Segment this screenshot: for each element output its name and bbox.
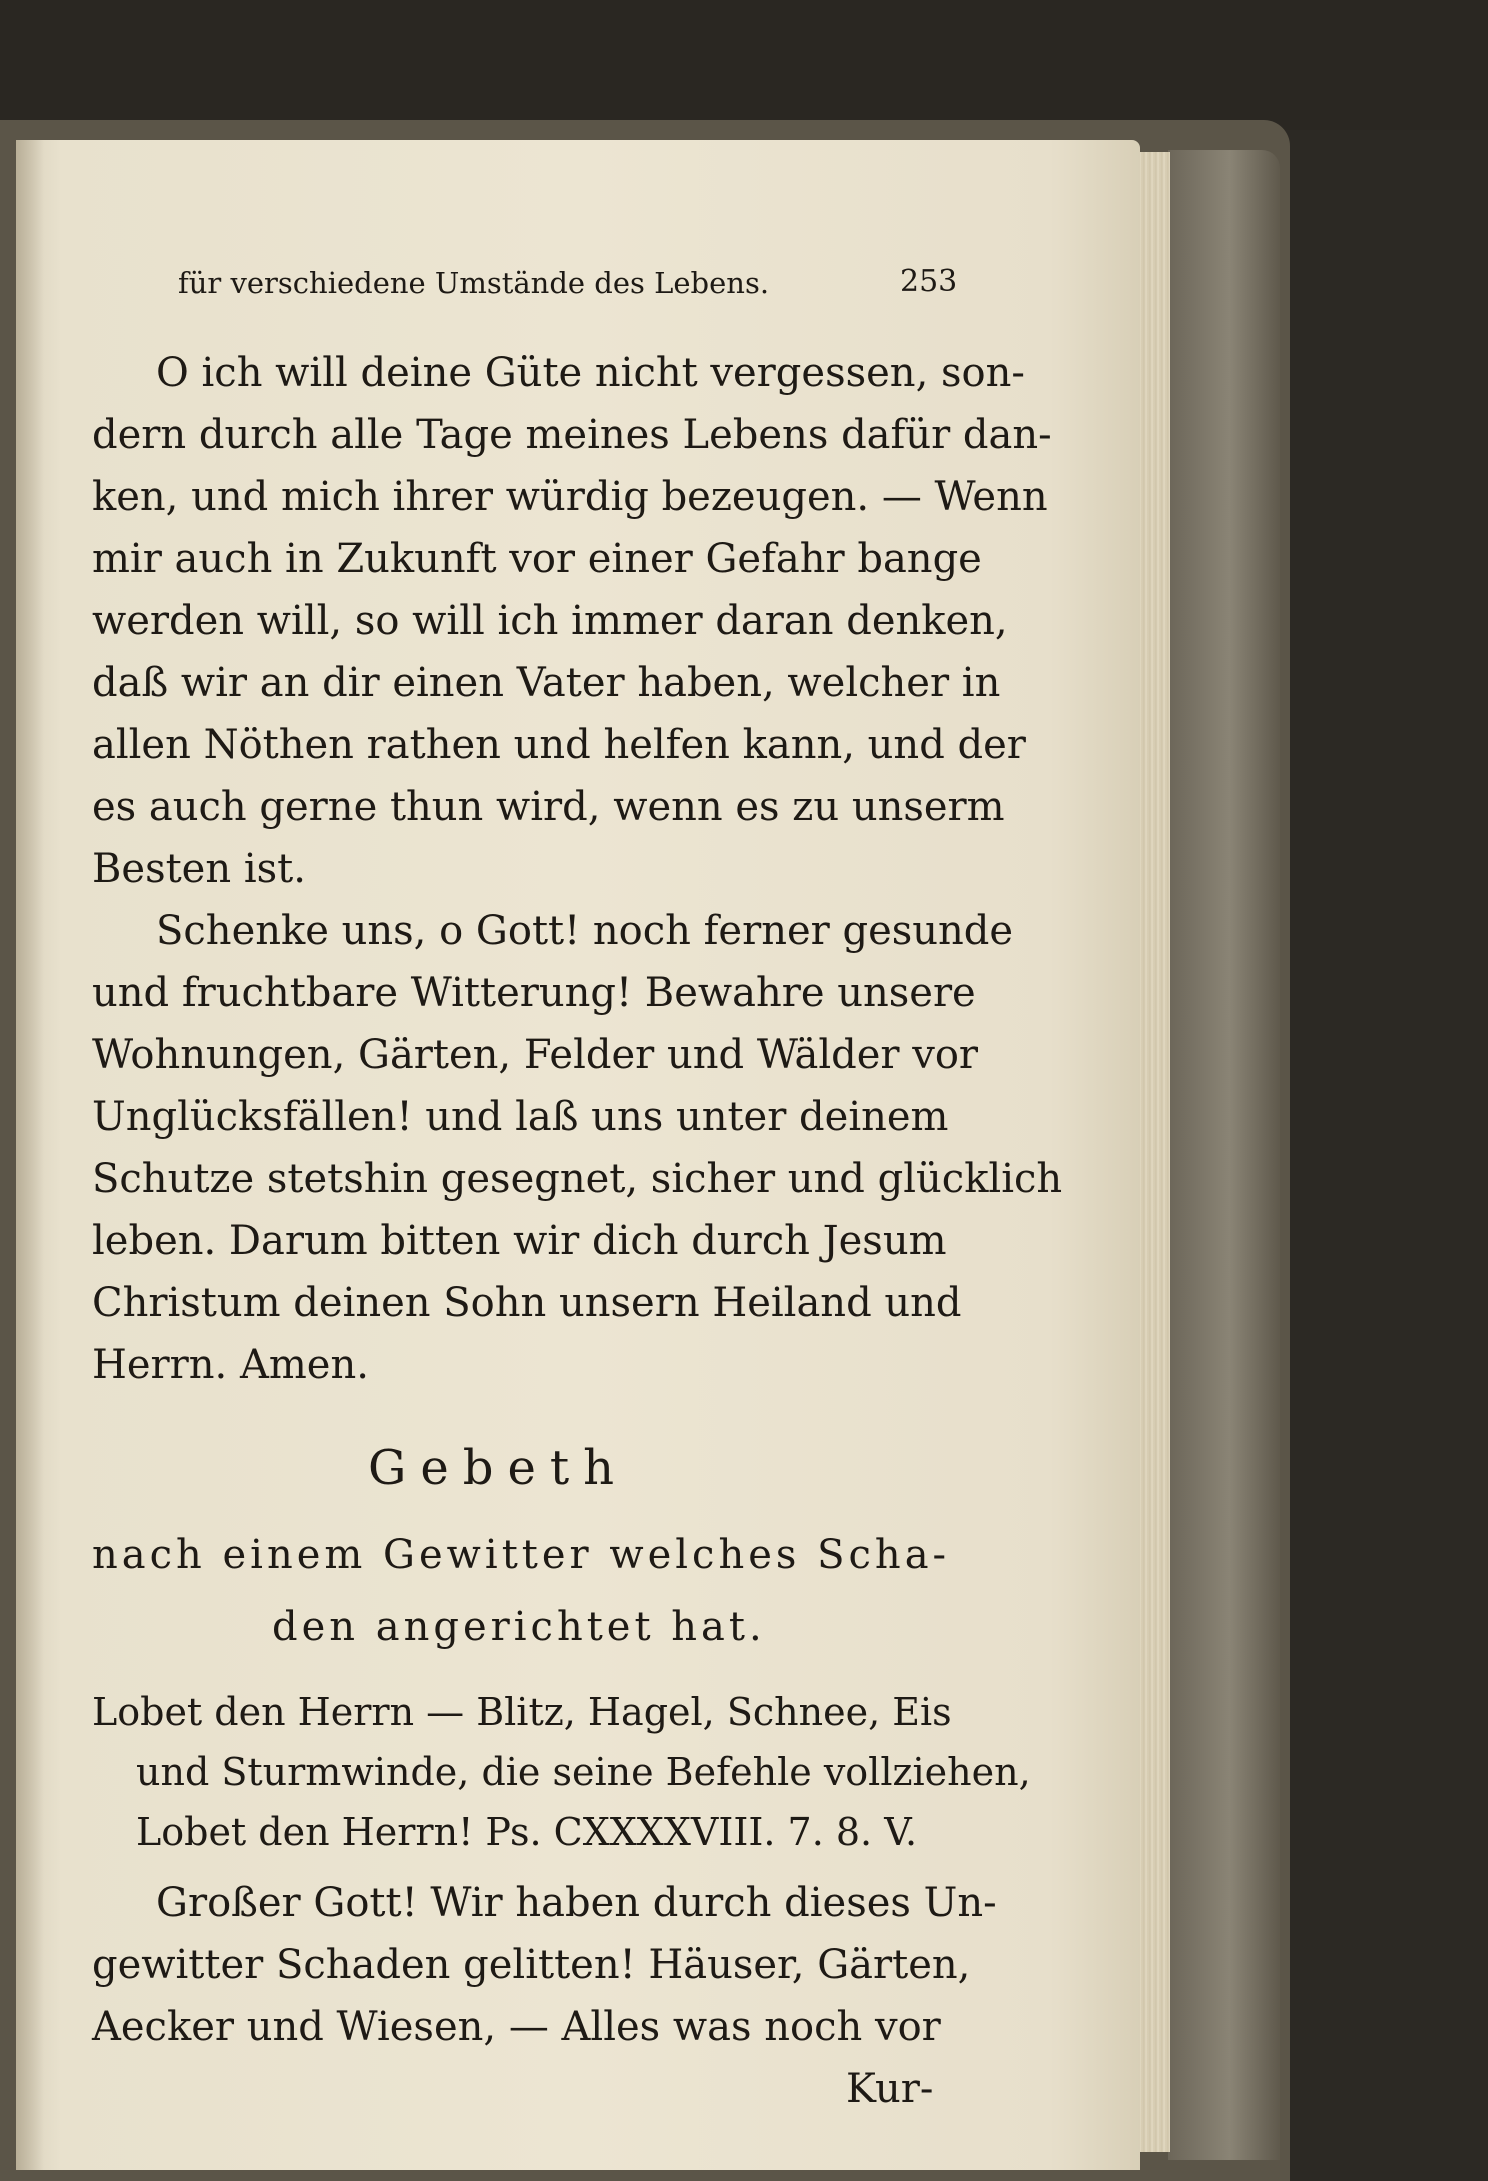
running-head: für verschiedene Umstände des Lebens. [178, 266, 770, 300]
motto-line: Lobet den Herrn — Blitz, Hagel, Schnee, Eis [92, 1690, 952, 1734]
cover-edge [1168, 150, 1280, 2160]
section-subtitle-line: den angerichtet hat. [272, 1604, 766, 1650]
text-line: Christum deinen Sohn unsern Heiland und [92, 1280, 962, 1326]
text-line: Wohnungen, Gärten, Felder und Wälder vor [92, 1032, 979, 1078]
motto-line: Lobet den Herrn! Ps. CXXXXVIII. 7. 8. V. [136, 1810, 918, 1854]
text-line: dern durch alle Tage meines Lebens dafür dan- [92, 412, 1052, 458]
section-title: Gebeth [368, 1440, 629, 1496]
section-subtitle-line: nach einem Gewitter welches Scha- [92, 1532, 951, 1578]
text-line: leben. Darum bitten wir dich durch Jesum [92, 1218, 947, 1264]
text-line: daß wir an dir einen Vater haben, welcher in [92, 660, 1001, 706]
text-line: es auch gerne thun wird, wenn es zu unserm [92, 784, 1005, 830]
page-number: 253 [900, 264, 958, 299]
text-line: Schenke uns, o Gott! noch ferner gesunde [156, 908, 1014, 954]
text-line: Großer Gott! Wir haben durch dieses Un- [156, 1880, 997, 1926]
text-line: ken, und mich ihrer würdig bezeugen. — Wenn [92, 474, 1048, 520]
motto-line: und Sturmwinde, die seine Befehle vollziehen, [136, 1750, 1031, 1794]
text-line: Unglücksfällen! und laß uns unter deinem [92, 1094, 949, 1140]
text-line: mir auch in Zukunft vor einer Gefahr bange [92, 536, 982, 582]
book-page [16, 140, 1140, 2170]
text-line: Schutze stetshin gesegnet, sicher und glücklich [92, 1156, 1063, 1202]
catchword: Kur- [846, 2066, 934, 2112]
page-gutter [16, 140, 44, 2170]
text-line: Besten ist. [92, 846, 306, 892]
text-line: Herrn. Amen. [92, 1342, 369, 1388]
text-line: werden will, so will ich immer daran denken, [92, 598, 1008, 644]
scan-background [0, 0, 1488, 130]
text-line: und fruchtbare Witterung! Bewahre unsere [92, 970, 976, 1016]
text-line: allen Nöthen rathen und helfen kann, und der [92, 722, 1026, 768]
text-line: O ich will deine Güte nicht vergessen, son- [156, 350, 1025, 396]
text-line: gewitter Schaden gelitten! Häuser, Gärten, [92, 1942, 971, 1988]
text-line: Aecker und Wiesen, — Alles was noch vor [92, 2004, 941, 2050]
